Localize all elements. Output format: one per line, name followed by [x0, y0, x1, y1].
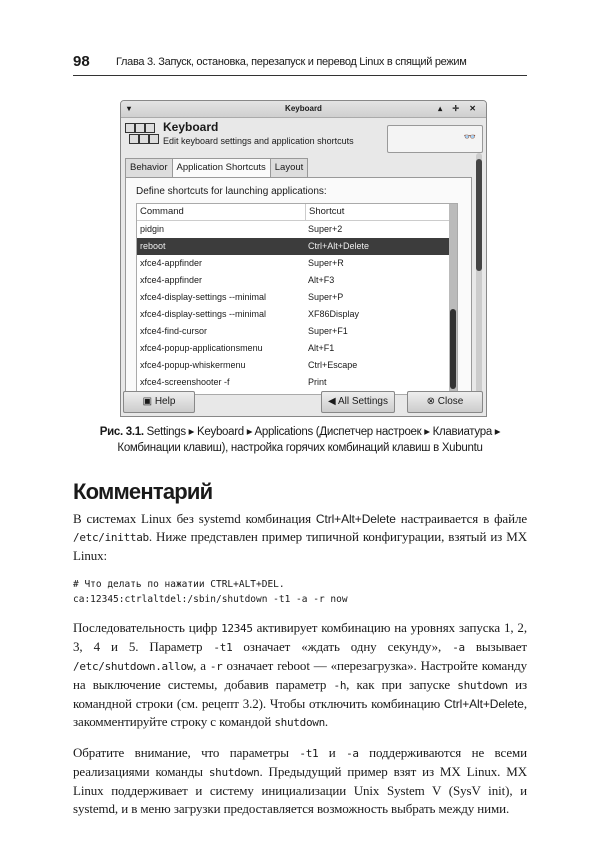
paragraph-1: В системах Linux без systemd комбинация Ctrl+Alt+Delete настраивается в файле /etc/inittab. Ниже представлен пример типичной конфигурации, взятый из MX Linux:: [73, 511, 527, 563]
keyboard-settings-window: [120, 100, 487, 417]
row-command: xfce4-display-settings --minimal: [140, 309, 267, 319]
close-button[interactable]: [407, 391, 483, 413]
shortcuts-panel: [125, 177, 472, 394]
help-icon: ▣: [142, 396, 155, 407]
window-menu-icon[interactable]: ▾: [127, 104, 132, 113]
back-arrow-icon: ◀: [328, 396, 338, 407]
paragraph-2: Последовательность цифр 12345 активирует комбинацию на уровнях запуска 1, 2, 3, 4 и 5. Параметр -t1 означает «ждать одну секунду», -a вызывает /etc/shutdown.allow, а -r означает reboot — «перезагрузка». Настройте команду на выключение системы, добавив параметр -h, как при запуске shutdown из командной строки (см. рецепт 3.2). Чтобы отключить комбинацию Ctrl+Alt+Delete, закомментируйте строку с командой shutdown.: [73, 620, 528, 729]
help-button[interactable]: [123, 391, 195, 413]
all-settings-label: All Settings: [337, 396, 388, 407]
define-label: Define shortcuts for launching applications:: [136, 186, 327, 197]
code-block: # Что делать по нажатии CTRL+ALT+DEL. ca:12345:ctrlaltdel:/sbin/shutdown -t1 -a -r now: [73, 579, 348, 605]
row-command: pidgin: [140, 224, 165, 234]
row-shortcut: Print: [308, 377, 327, 387]
shortcut-row[interactable]: [137, 238, 457, 255]
keyboard-icon: [125, 123, 155, 145]
window-title: Keyboard: [285, 104, 322, 113]
shortcuts-list: [136, 203, 458, 395]
binoculars-icon: 👓: [463, 132, 476, 143]
close-label: Close: [437, 396, 464, 407]
shortcut-row[interactable]: [137, 374, 457, 391]
shortcut-row[interactable]: [137, 357, 457, 374]
search-input[interactable]: [387, 125, 483, 153]
row-shortcut: XF86Display: [308, 309, 360, 319]
running-title: Глава 3. Запуск, остановка, перезапуск и перевод Linux в спящий режим: [116, 56, 467, 68]
title-bar: [121, 101, 486, 118]
tab-application-shortcuts[interactable]: Application Shortcuts: [172, 158, 271, 178]
row-shortcut: Ctrl+Alt+Delete: [308, 241, 370, 251]
tab-layout[interactable]: Layout: [270, 158, 309, 178]
close-icon: ⊗: [426, 396, 438, 407]
row-command: reboot: [140, 241, 166, 251]
column-shortcut[interactable]: Shortcut: [309, 206, 345, 217]
shortcut-row[interactable]: [137, 340, 457, 357]
row-command: xfce4-appfinder: [140, 258, 203, 268]
help-label: Help: [154, 396, 176, 407]
row-shortcut: Alt+F1: [308, 343, 335, 353]
page-number: 98: [73, 53, 90, 70]
row-shortcut: Ctrl+Escape: [308, 360, 358, 370]
row-shortcut: Super+2: [308, 224, 343, 234]
caption-label: Рис. 3.1.: [99, 426, 144, 438]
shortcut-row[interactable]: [137, 221, 457, 238]
row-command: xfce4-display-settings --minimal: [140, 292, 267, 302]
row-shortcut: Super+P: [308, 292, 344, 302]
paragraph-3: Обратите внимание, что параметры -t1 и -a поддерживаются не всеми реализациями команды shutdown. Предыдущий пример взят из MX Linux. MX Linux поддерживает и систему инициализации Unix System V (SysV init), и systemd, и в меню загрузки предоставляется возможность выбрать между ними.: [73, 745, 528, 816]
section-title: Комментарий: [73, 479, 213, 504]
row-shortcut: Super+F1: [308, 326, 348, 336]
shortcut-row[interactable]: [137, 272, 457, 289]
caption-text: Settings ▸ Keyboard ▸ Applications (Диспетчер настроек ▸ Клавиатура ▸ Комбинации клавиш), настройка горячих комбинаций клавиш в Xubuntu: [117, 426, 501, 454]
body-text: [73, 424, 527, 818]
row-command: xfce4-popup-whiskermenu: [140, 360, 246, 370]
row-command: xfce4-screenshooter -f: [140, 377, 230, 387]
dialog-heading: Keyboard: [163, 120, 219, 134]
shortcut-row[interactable]: [137, 323, 457, 340]
shortcut-row[interactable]: [137, 306, 457, 323]
shortcut-row[interactable]: [137, 255, 457, 272]
all-settings-button[interactable]: [321, 391, 395, 413]
figure-caption: [73, 424, 527, 456]
column-command[interactable]: Command: [137, 204, 306, 220]
row-shortcut: Super+R: [308, 258, 344, 268]
window-scrollbar[interactable]: [476, 153, 482, 393]
tab-behavior[interactable]: Behavior: [125, 158, 173, 178]
shortcut-row[interactable]: [137, 289, 457, 306]
row-command: xfce4-appfinder: [140, 275, 203, 285]
header-rule: [73, 75, 527, 76]
window-controls[interactable]: ▴ ✛ ✕: [438, 104, 480, 113]
dialog-subheading: Edit keyboard settings and application shortcuts: [163, 136, 354, 146]
row-shortcut: Alt+F3: [308, 275, 335, 285]
row-command: xfce4-find-cursor: [140, 326, 208, 336]
row-command: xfce4-popup-applicationsmenu: [140, 343, 263, 353]
list-scrollbar[interactable]: [449, 204, 457, 394]
